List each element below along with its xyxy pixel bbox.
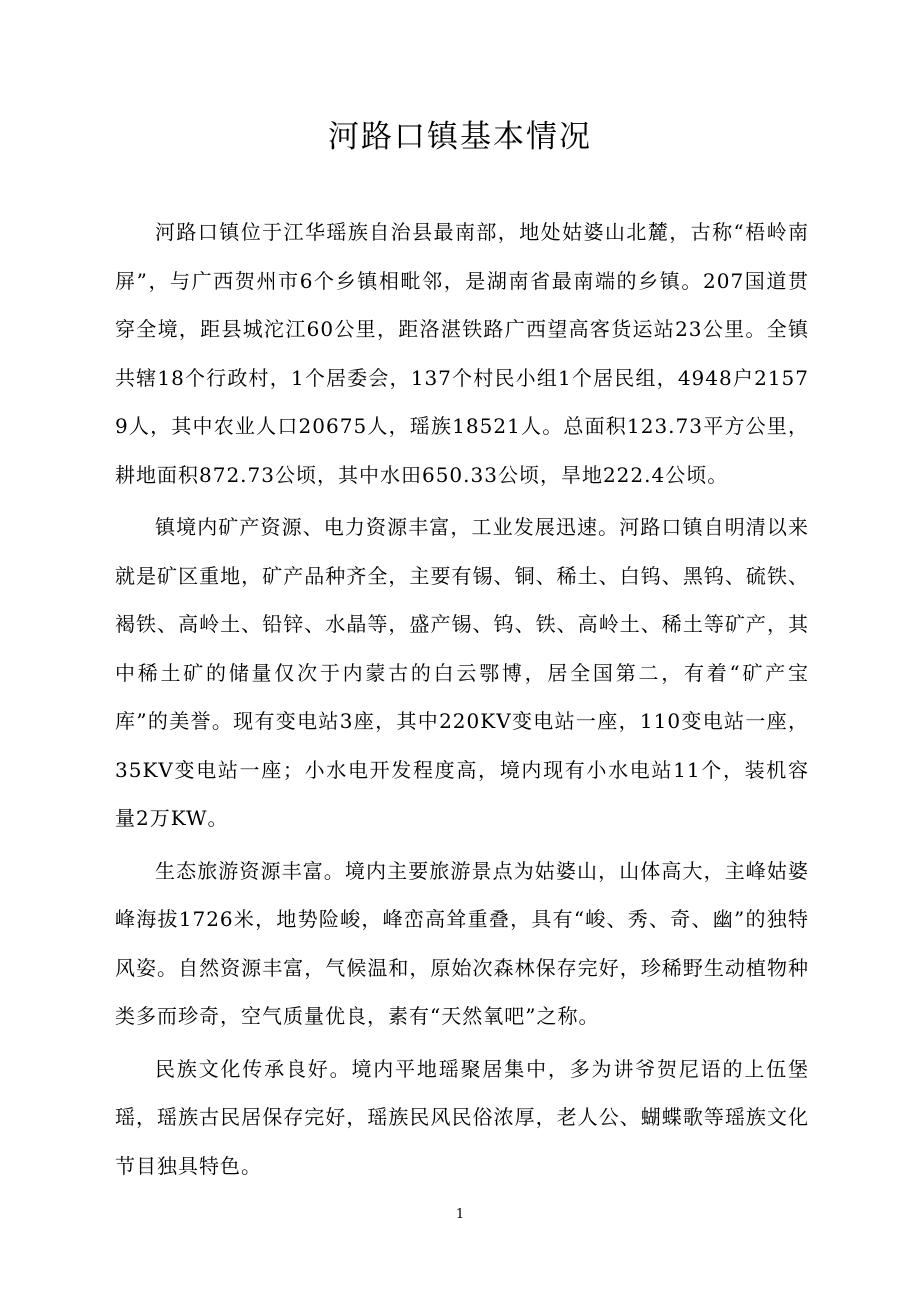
paragraph-overview: 河路口镇位于江华瑶族自治县最南部，地处姑婆山北麓，古称“梧岭南屏”，与广西贺州市6个乡镇相毗邻，是湖南省最南端的乡镇。207国道贯穿全境，距县城沱江60公里，距洛湛铁路广西望高客货运站23公里。全镇共辖18个行政村，1个居委会，137个村民小组1个居民组，4948户21579人，其中农业人口20675人，瑶族18521人。总面积123.73平方公里，耕地面积872.73公顷，其中水田650.33公顷，旱地222.4公顷。 — [115, 220, 809, 487]
page-title: 河路口镇基本情况 — [328, 119, 592, 155]
paragraph-tourism: 生态旅游资源丰富。境内主要旅游景点为姑婆山，山体高大，主峰姑婆峰海拔1726米，地势险峻，峰峦高耸重叠，具有“峻、秀、奇、幽”的独特风姿。自然资源丰富，气候温和，原始次森林保存完好，珍稀野生动植物种类多而珍奇，空气质量优良，素有“天然氧吧”之称。 — [115, 858, 809, 1028]
paragraph-culture: 民族文化传承良好。境内平地瑶聚居集中，多为讲爷贺尼语的上伍堡瑶，瑶族古民居保存完好，瑶族民风民俗浓厚，老人公、蝴蝶歌等瑶族文化节目独具特色。 — [115, 1056, 809, 1178]
page-number: 1 — [455, 1207, 465, 1222]
document-body — [115, 208, 809, 1194]
paragraph-resources: 镇境内矿产资源、电力资源丰富，工业发展迅速。河路口镇自明清以来就是矿区重地，矿产品种齐全，主要有锡、铜、稀土、白钨、黑钨、硫铁、褐铁、高岭土、铅锌、水晶等，盛产锡、钨、铁、高岭土、稀土等矿产，其中稀土矿的储量仅次于内蒙古的白云鄂博，居全国第二，有着“矿产宝库”的美誉。现有变电站3座，其中220KV变电站一座，110变电站一座，35KV变电站一座；小水电开发程度高，境内现有小水电站11个，装机容量2万KW。 — [115, 515, 809, 830]
